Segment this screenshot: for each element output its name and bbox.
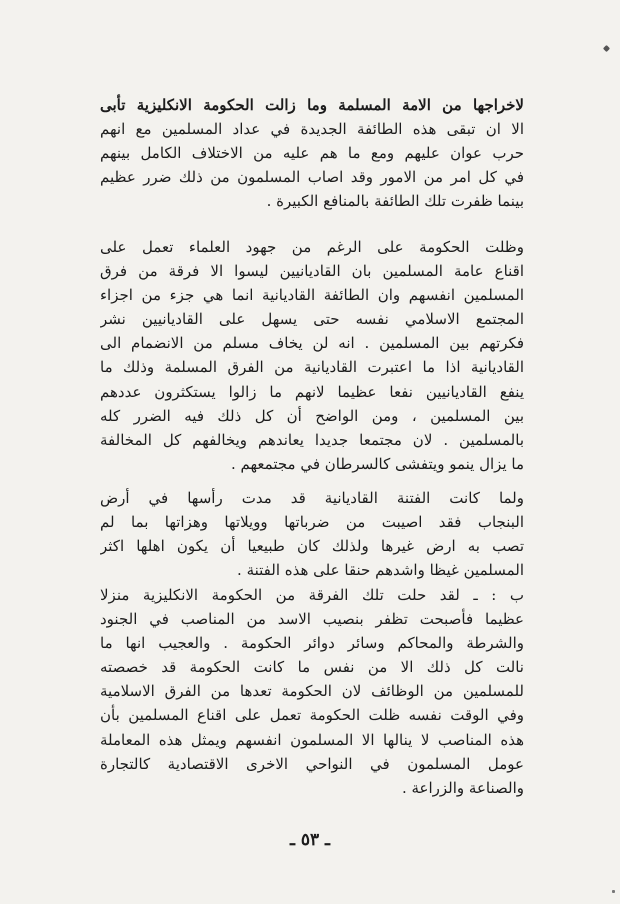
text-line: ما يزال ينمو ويتفشى كالسرطان في مجتمعهم . — [231, 454, 524, 473]
text-line: نالت كل ذلك الا من نفس ما كانت الحكومة قد خصصته — [100, 658, 524, 677]
text-line: اقناع عامة المسلمين بان القاديانيين ليسوا الا فرقة من فرق — [100, 262, 524, 281]
page-number: ـ ٥٣ ـ — [289, 830, 331, 850]
text-line: في كل امر من الامور وقد اصاب المسلمون من ذلك ضرر عظيم — [100, 168, 524, 187]
text-line: البنجاب فقد اصيبت من ضرباتها وويلاتها وهزاتها بما لم — [100, 513, 524, 532]
text-line: حرب عوان عليهم ومع ما هم عليه من الاختلاف الكامل بينهم — [100, 144, 524, 163]
text-line: المسلمين انفسهم وان الطائفة القاديانية انما هي جزء من اجزاء — [100, 286, 524, 305]
text-line: ب : ـ لقد حلت تلك الفرقة من الحكومة الانكليزية منزلا — [100, 586, 524, 604]
text-line: تصب به ارض غيرها ولذلك كان طبيعيا أن يكون اهلها اكثر — [100, 537, 524, 556]
text-line: ولما كانت الفتنة القاديانية قد مدت رأسها في أرض — [100, 489, 524, 507]
text-line: بالمسلمين . لان مجتمعا جديدا يعاندهم ويخالفهم كل المخالفة — [100, 430, 524, 449]
text-line: لاخراجها من الامة المسلمة وما زالت الحكومة الانكليزية تأبى — [100, 96, 524, 114]
scan-speck — [612, 890, 615, 893]
text-line: والشرطة والمحاكم وسائر دوائر الحكومة . والعجيب انها ما — [100, 634, 524, 653]
text-line: وفي الوقت نفسه ظلت الحكومة تعمل على اقناع المسلمين بأن — [100, 706, 524, 725]
paragraph-3 — [100, 486, 524, 582]
text-line: المسلمين غيظا واشدهم حنقا على هذه الفتنة . — [237, 561, 524, 580]
text-line: بينما ظفرت تلك الطائفة بالمنافع الكبيرة . — [266, 192, 524, 211]
text-line: هذه المناصب لا ينالها الا المسلمون انفسهم ويمثل هذه المعاملة — [100, 730, 524, 749]
text-line: والصناعة والزراعة . — [401, 778, 524, 797]
text-line: للمسلمين من الوظائف لان الحكومة تعدها من الفرق الاسلامية — [100, 682, 524, 701]
paragraph-1 — [100, 93, 524, 213]
text-line: القاديانية اذا ما اعتبرت القاديانية من الفرق المسلمة وذلك ما — [100, 358, 524, 377]
text-line: وظلت الحكومة على الرغم من جهود العلماء تعمل على — [100, 238, 524, 256]
scan-speck — [603, 45, 610, 52]
paragraph-4 — [100, 583, 524, 800]
text-line: فكرتهم بين المسلمين . انه لن يخاف مسلم من الانضمام الى — [100, 334, 524, 353]
paragraph-2 — [100, 235, 524, 476]
text-line: عظيما فأصبحت تظفر بنصيب الاسد من المناصب في الجنود — [100, 610, 524, 629]
text-line: المجتمع الاسلامي نفسه حتى يسهل على القاديانيين نشر — [100, 310, 524, 329]
text-line: ينفع القاديانيين نفعا عظيما لانهم ما زالوا يستكثرون عددهم — [100, 382, 524, 401]
text-line: بين المسلمين ، ومن الواضح أن كل ذلك فيه الضرر كله — [100, 406, 524, 425]
text-line: عومل المسلمون في النواحي الاخرى الاقتصادية كالتجارة — [100, 754, 524, 773]
text-line: الا ان تبقى هذه الطائفة الجديدة في عداد المسلمين مع انهم — [100, 120, 524, 139]
